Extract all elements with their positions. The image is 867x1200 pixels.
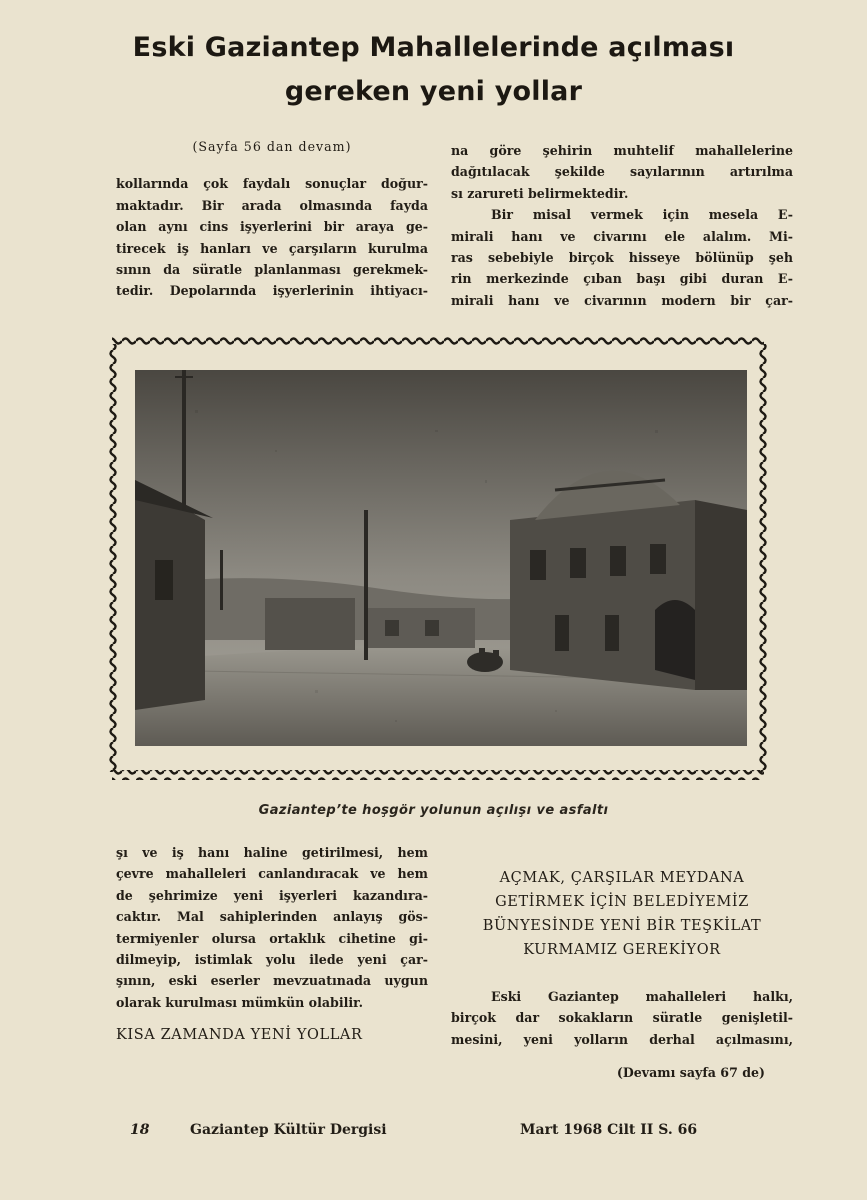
paragraph xyxy=(451,986,793,1050)
text-line: sının da süratle planlanması gerekmek- xyxy=(116,262,428,278)
continued-from-note: (Sayfa 56 dan devam) xyxy=(192,139,352,154)
photo-caption: Gaziantep’te hoşgör yolunun açılışı ve asfaltı xyxy=(258,803,609,818)
section-heading-line: KURMAMIZ GEREKİYOR xyxy=(523,942,721,958)
text-line: de şehrimize yeni işyerleri kazandıra- xyxy=(116,887,428,903)
continued-to-note: (Devamı sayfa 67 de) xyxy=(616,1065,765,1081)
text-line: dilmeyip, istimlak yolu ilede yeni çar- xyxy=(116,952,428,968)
section-heading-line: AÇMAK, ÇARŞILAR MEYDANA xyxy=(499,870,745,886)
street-photograph xyxy=(135,370,747,746)
text-column-3 xyxy=(116,842,428,1047)
text-line: tedir. Depolarında işyerlerinin ihtiyacı- xyxy=(116,283,428,299)
text-column-2 xyxy=(451,140,793,311)
section-heading-line: GETİRMEK İÇİN BELEDİYEMİZ xyxy=(495,894,749,910)
text-line: na göre şehirin muhtelif mahallelerine xyxy=(451,143,793,158)
text-line: olan aynı cins işyerlerini bir araya ge- xyxy=(116,219,428,235)
text-line: mirali hanı ve civarının modern bir çar- xyxy=(451,292,793,308)
section-heading-line: BÜNYESİNDE YENİ BİR TEŞKİLAT xyxy=(482,918,762,934)
page-number: 18 xyxy=(130,1122,150,1138)
text-line: çevre mahalleleri canlandıracak ve hem xyxy=(116,866,428,882)
article-title-line-1: Eski Gaziantep Mahallelerinde açılması xyxy=(132,32,735,63)
text-column-1 xyxy=(116,136,428,302)
text-line: dağıtılacak şekilde sayılarının artırılma xyxy=(451,164,793,180)
text-line: ras sebebiyle birçok hisseye bölünüp şeh xyxy=(451,250,793,266)
article-title-line-2: gereken yeni yollar xyxy=(284,76,583,107)
section-heading: KISA ZAMANDA YENİ YOLLAR xyxy=(116,1027,363,1044)
issue-info: Mart 1968 Cilt II S. 66 xyxy=(520,1122,698,1138)
text-line: tirecek iş hanları ve çarşıların kurulma xyxy=(116,240,428,256)
text-line: birçok dar sokakların süratle genişletil- xyxy=(451,1010,793,1026)
magazine-name: Gaziantep Kültür Dergisi xyxy=(190,1122,387,1138)
text-line: Eski Gaziantep mahalleleri halkı, xyxy=(491,989,793,1004)
text-line: şının, eski eserler mevzuatınada uygun xyxy=(116,973,428,989)
text-line: olarak kurulması mümkün olabilir. xyxy=(116,994,364,1010)
text-line: termiyenler olursa ortaklık cihetine gi- xyxy=(116,930,428,946)
text-line: şı ve iş hanı haline getirilmesi, hem xyxy=(116,845,428,860)
text-line: kollarında çok faydalı sonuçlar doğur- xyxy=(116,176,428,192)
text-column-4 xyxy=(451,866,793,1084)
text-line: Bir misal vermek için mesela E- xyxy=(491,207,793,223)
photo-illustration xyxy=(135,370,747,746)
text-line: maktadır. Bir arada olmasında fayda xyxy=(116,197,428,213)
text-line: rin merkezinde çıban başı gibi duran E- xyxy=(451,271,793,287)
text-line: mirali hanı ve civarını ele alalım. Mi- xyxy=(451,228,793,244)
text-line: mesini, yeni yolların derhal açılmasını, xyxy=(451,1031,793,1047)
text-line: sı zarureti belirmektedir. xyxy=(451,185,629,201)
text-line: caktır. Mal sahiplerinden anlayış gös- xyxy=(116,909,428,925)
